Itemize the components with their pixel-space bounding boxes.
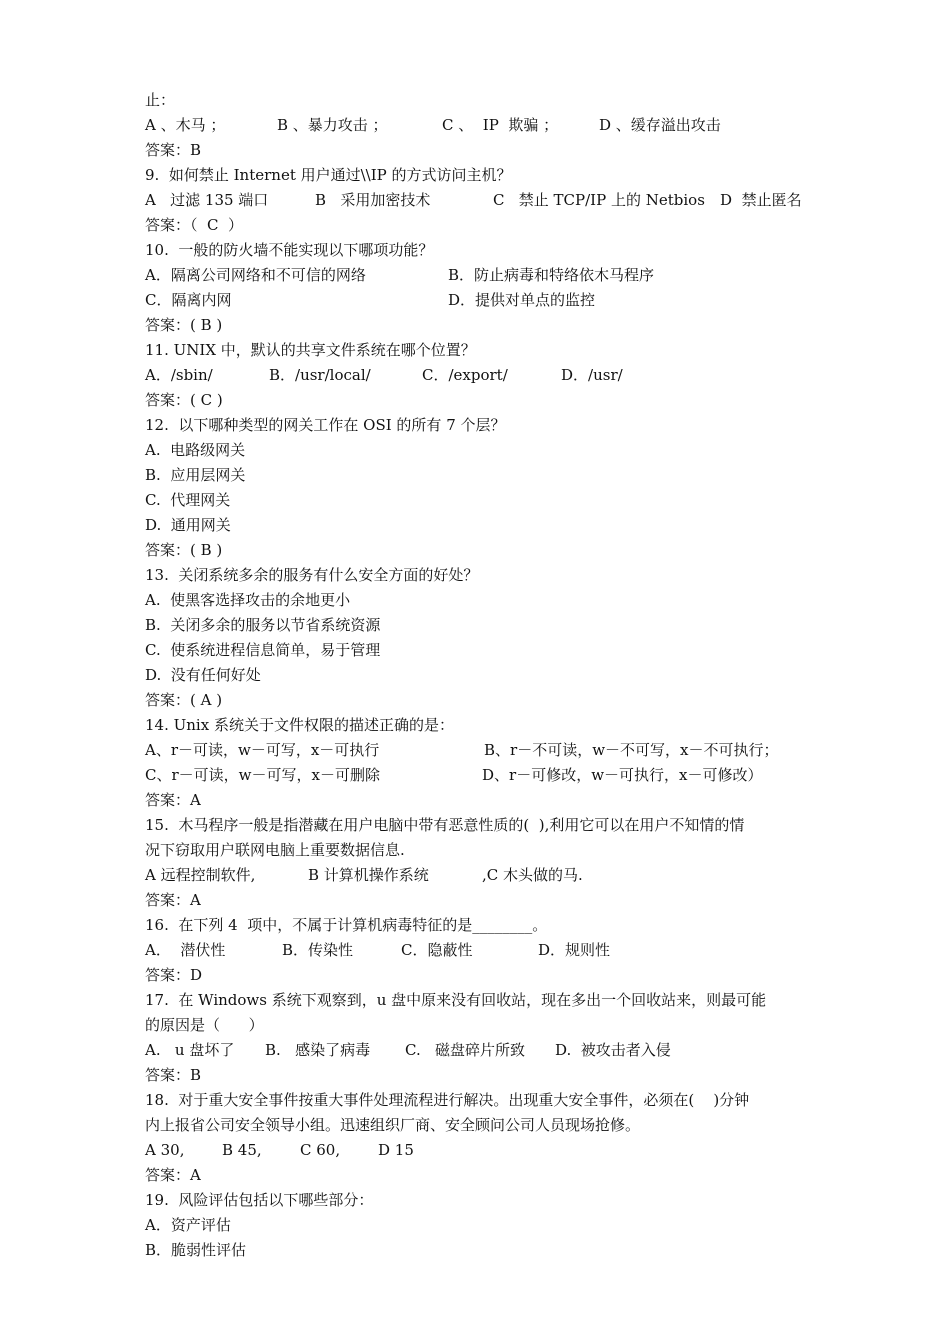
option-c: C．隐蔽性	[401, 941, 473, 959]
option-c: C 60,	[300, 1141, 341, 1159]
answer-line	[145, 313, 810, 338]
question-text: 11. UNIX 中，默认的共享文件系统在哪个位置？	[145, 341, 476, 359]
options-row	[145, 188, 810, 213]
question-continuation	[145, 1013, 810, 1038]
option-c: C、r－可读，w－可写，x－可删除	[145, 766, 380, 784]
question-continuation	[145, 1113, 810, 1138]
question-text: 内上报省公司安全领导小组。迅速组织厂商、安全顾问公司人员现场抢修。	[145, 1116, 641, 1134]
option-b: B．/usr/local/	[269, 366, 371, 384]
option-d: D．规则性	[538, 941, 611, 959]
option-b: B 45,	[222, 1141, 262, 1159]
options-row	[145, 863, 810, 888]
answer-text: 答案：A	[145, 891, 201, 909]
question-line	[145, 563, 810, 588]
question-text: 19. 风险评估包括以下哪些部分：	[145, 1191, 374, 1209]
option-line	[145, 488, 810, 513]
option-line	[145, 588, 810, 613]
option-line	[145, 638, 810, 663]
option-a: A． 潜伏性	[145, 941, 226, 959]
answer-text: 答案：A	[145, 1166, 201, 1184]
option-c: C 、 IP 欺骗 ；	[442, 116, 559, 134]
question-line	[145, 813, 810, 838]
answer-text: 答案：B	[145, 1066, 202, 1084]
options-row	[145, 113, 810, 138]
option-d: D 禁止匿名	[720, 191, 802, 209]
option-a: A. 使黑客选择攻击的余地更小	[145, 591, 351, 609]
option-b: B. 应用层网关	[145, 466, 246, 484]
option-d: D 15	[378, 1141, 414, 1159]
question-text: 14. Unix 系统关于文件权限的描述正确的是：	[145, 716, 454, 734]
option-a: A．隔离公司网络和不可信的网络	[145, 266, 366, 284]
option-a: A 远程控制软件,	[145, 866, 256, 884]
option-line	[145, 663, 810, 688]
options-row	[145, 938, 810, 963]
option-a: A 30,	[145, 1141, 185, 1159]
option-b: B. 感染了病毒	[265, 1041, 371, 1059]
option-c: C. 使系统进程信息简单，易于管理	[145, 641, 381, 659]
option-b: B．脆弱性评估	[145, 1241, 247, 1259]
answer-text: 答案：( B )	[145, 316, 223, 334]
question-line	[145, 338, 810, 363]
question-text: 18. 对于重大安全事件按重大事件处理流程进行解决。出现重大安全事件，必须在( )分钟	[145, 1091, 750, 1109]
question-continuation	[145, 838, 810, 863]
question-line	[145, 1088, 810, 1113]
answer-text: 答案：A	[145, 791, 201, 809]
option-d: D. 没有任何好处	[145, 666, 261, 684]
options-row	[145, 263, 810, 288]
question-text: 13. 关闭系统多余的服务有什么安全方面的好处？	[145, 566, 479, 584]
option-c: C. 磁盘碎片所致	[405, 1041, 526, 1059]
option-line	[145, 513, 810, 538]
answer-line	[145, 138, 810, 163]
option-a: A 、木马 ；	[145, 116, 226, 134]
option-a: A．资产评估	[145, 1216, 231, 1234]
question-line	[145, 913, 810, 938]
option-c: C．/export/	[422, 366, 508, 384]
question-text: 17. 在 Windows 系统下观察到，u 盘中原来没有回收站，现在多出一个回收站来，则最可能	[145, 991, 767, 1009]
question-line	[145, 713, 810, 738]
question-line	[145, 413, 810, 438]
question-line	[145, 1188, 810, 1213]
answer-text: 答案：（ C ）	[145, 216, 244, 234]
question-text: 16. 在下列 4 项中，不属于计算机病毒特征的是________。	[145, 916, 548, 934]
option-b: B 采用加密技术	[315, 191, 431, 209]
answer-line	[145, 1163, 810, 1188]
option-d: D. 通用网关	[145, 516, 231, 534]
option-b: B. 关闭多余的服务以节省系统资源	[145, 616, 381, 634]
option-b: B．防止病毒和特络依木马程序	[448, 266, 655, 284]
answer-text: 答案：D	[145, 966, 203, 984]
option-c: ,C 木头做的马.	[482, 866, 583, 884]
question-text: 况下窃取用户联网电脑上重要数据信息.	[145, 841, 405, 859]
option-b: B 、暴力攻击 ；	[277, 116, 388, 134]
option-d: D．提供对单点的监控	[448, 291, 596, 309]
option-a: A．/sbin/	[145, 366, 213, 384]
question-text: 9. 如何禁止 Internet 用户通过\\IP 的方式访问主机？	[145, 166, 512, 184]
option-d: D、r－可修改，w－可执行，x－可修改）	[482, 766, 763, 784]
answer-line	[145, 213, 810, 238]
option-d: D. 被攻击者入侵	[555, 1041, 671, 1059]
options-row	[145, 1138, 810, 1163]
answer-text: 答案：B	[145, 141, 202, 159]
question-text: 的原因是（ ）	[145, 1016, 264, 1034]
option-c: C 禁止 TCP/IP 上的 Netbios	[493, 191, 705, 209]
option-line	[145, 463, 810, 488]
answer-line	[145, 388, 810, 413]
answer-line	[145, 788, 810, 813]
answer-line	[145, 963, 810, 988]
question-text: 15. 木马程序一般是指潜藏在用户电脑中带有恶意性质的( ),利用它可以在用户不知情的情	[145, 816, 745, 834]
option-a: A 过滤 135 端口	[145, 191, 269, 209]
option-b: B、r－不可读，w－不可写，x－不可执行；	[484, 741, 779, 759]
option-a: A. u 盘坏了	[145, 1041, 235, 1059]
options-row	[145, 763, 810, 788]
answer-text: 答案：( C )	[145, 391, 223, 409]
question-line	[145, 238, 810, 263]
question-text: 12. 以下哪种类型的网关工作在 OSI 的所有 7 个层？	[145, 416, 506, 434]
answer-line	[145, 688, 810, 713]
answer-line	[145, 888, 810, 913]
text-line	[145, 88, 810, 113]
answer-text: 答案：( B )	[145, 541, 223, 559]
options-row	[145, 363, 810, 388]
option-d: D．/usr/	[561, 366, 623, 384]
option-a: A、r－可读，w－可写，x－可执行	[145, 741, 380, 759]
options-row	[145, 1038, 810, 1063]
answer-line	[145, 1063, 810, 1088]
options-row	[145, 288, 810, 313]
option-b: B．传染性	[282, 941, 354, 959]
option-line	[145, 1213, 810, 1238]
option-a: A. 电路级网关	[145, 441, 246, 459]
document-page	[145, 88, 810, 1263]
option-line	[145, 613, 810, 638]
option-b: B 计算机操作系统	[308, 866, 429, 884]
option-line	[145, 438, 810, 463]
options-row	[145, 738, 810, 763]
answer-line	[145, 538, 810, 563]
question-line	[145, 163, 810, 188]
question-line	[145, 988, 810, 1013]
option-line	[145, 1238, 810, 1263]
answer-text: 答案：( A )	[145, 691, 223, 709]
option-d: D 、缓存溢出攻击	[599, 116, 721, 134]
question-text: 10. 一般的防火墙不能实现以下哪项功能？	[145, 241, 434, 259]
option-c: C．隔离内网	[145, 291, 232, 309]
option-c: C. 代理网关	[145, 491, 231, 509]
text-segment: 止：	[145, 91, 176, 109]
